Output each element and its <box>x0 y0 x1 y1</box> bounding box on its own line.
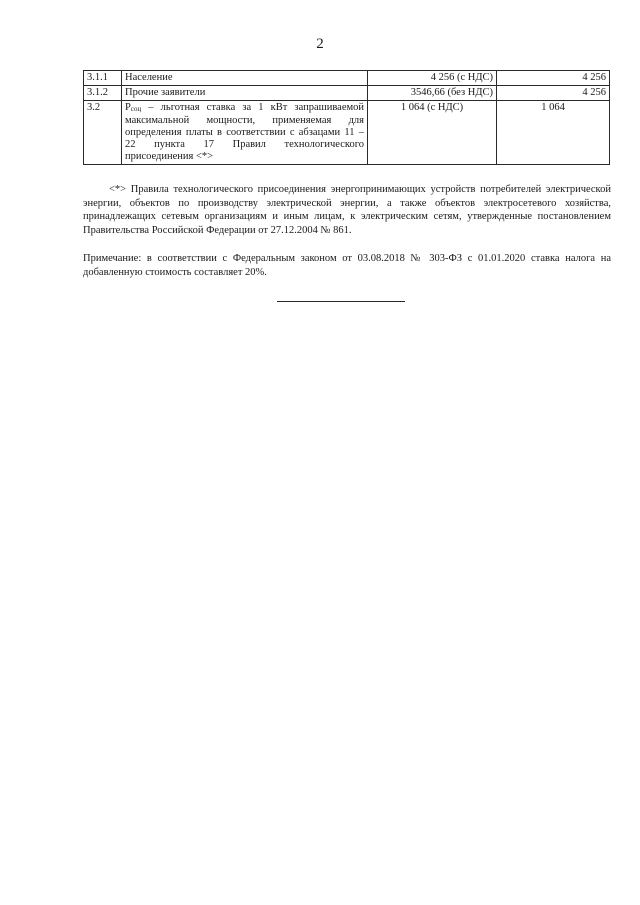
row-name <box>122 101 368 165</box>
table-row <box>84 101 610 165</box>
table-row <box>84 86 610 101</box>
table-row <box>84 71 610 86</box>
row-value-vat: 4 256 (с НДС) <box>368 71 497 86</box>
row-value: 4 256 <box>497 71 610 86</box>
row-value: 4 256 <box>497 86 610 101</box>
row-number: 3.2 <box>84 101 122 165</box>
rate-description: – льготная ставка за 1 кВт запрашиваемой максимальной мощности, применяемая для определения платы в соответствии с абзацами 11 – 22 пункта 17 Правил технологического присоединения <*> <box>125 102 364 162</box>
row-number: 3.1.1 <box>84 71 122 86</box>
rate-symbol: P <box>125 102 131 113</box>
tariff-table <box>83 70 610 165</box>
row-value-vat: 3546,66 (без НДС) <box>368 86 497 101</box>
row-value-vat: 1 064 (с НДС) <box>368 101 497 165</box>
closing-rule <box>277 301 405 302</box>
row-value: 1 064 <box>497 101 610 165</box>
row-name: Прочие заявители <box>122 86 368 101</box>
vat-note: Примечание: в соответствии с Федеральным законом от 03.08.2018 № 303-ФЗ с 01.01.2020 ставка налога на добавленную стоимость составляет 20%. <box>83 253 611 278</box>
row-name: Население <box>122 71 368 86</box>
page-number: 2 <box>316 36 324 52</box>
rate-subscript: соц <box>130 105 142 113</box>
footnote: <*> Правила технологического присоединения энергопринимающих устройств потребителей электрической энергии, объектов по производству электрической энергии, а также объектов электросетевого хозяйства, принадлежащих сетевым организациям и иным лицам, к электрическим сетям, утвержденные постановлением Правительства Российской Федерации от 27.12.2004 № 861. <box>83 184 611 236</box>
row-number: 3.1.2 <box>84 86 122 101</box>
